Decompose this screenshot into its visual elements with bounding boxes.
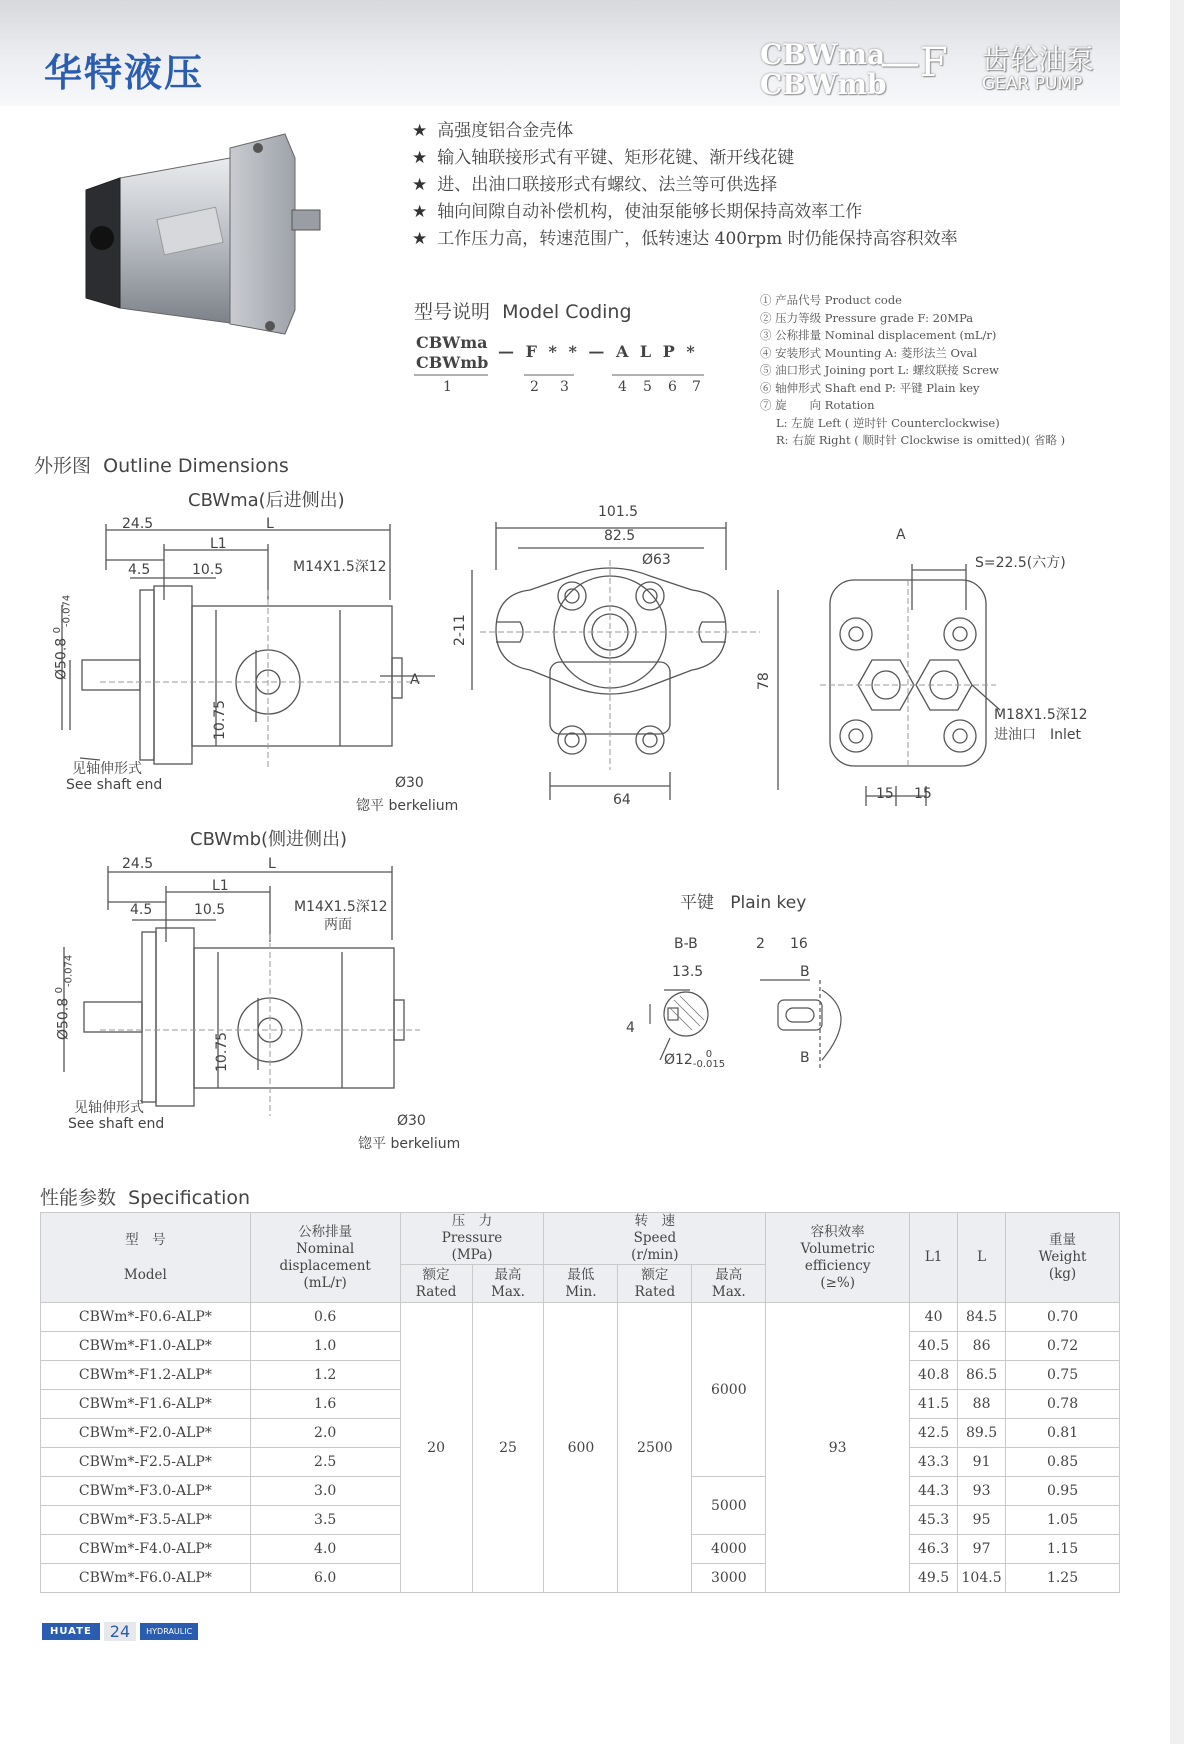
side-inlet: 进油口 Inlet	[994, 727, 1081, 743]
cell-weight: 1.25	[1006, 1564, 1120, 1593]
v2-dia-50-8: Ø50.8 $^0_{-0.074}$	[54, 954, 75, 1040]
v1-thread: M14X1.5深12	[293, 559, 387, 575]
side-dim-15a: 15	[876, 786, 894, 802]
footer-tag: HYDRAULIC	[140, 1623, 198, 1640]
cell-p-max: 25	[472, 1303, 544, 1593]
v2-shaft-note-cn: 见轴伸形式	[74, 1100, 144, 1116]
th-s-max: 最高 Max.	[692, 1265, 766, 1303]
cell-l1: 40.8	[910, 1361, 958, 1390]
header-title-en: GEAR PUMP	[982, 74, 1083, 94]
cell-l: 97	[958, 1535, 1006, 1564]
cell-disp: 1.2	[250, 1361, 400, 1390]
front-dim-82-5: 82.5	[604, 528, 636, 544]
cell-s-max-5000: 5000	[692, 1477, 766, 1535]
cell-weight: 0.95	[1006, 1477, 1120, 1506]
feature-5: ★ 工作压力高，转速范围广，低转速达 400rpm 时仍能保持高容积效率	[412, 229, 958, 249]
key-label-B1: B	[800, 964, 810, 980]
th-p-max: 最高 Max.	[472, 1265, 544, 1303]
cell-s-max-3000: 3000	[692, 1564, 766, 1593]
cell-s-max-4000: 4000	[692, 1535, 766, 1564]
cell-disp: 6.0	[250, 1564, 400, 1593]
star-icon: ★	[412, 121, 428, 141]
v1-dia-30: Ø30	[395, 775, 424, 791]
front-dim-2-11: 2-11	[452, 614, 468, 646]
cell-l1: 45.3	[910, 1506, 958, 1535]
code-marker-7: 7	[692, 379, 701, 395]
header-model-suffix: —F	[880, 40, 948, 86]
cell-model: CBWm*-F1.6-ALP*	[41, 1390, 251, 1419]
side-dim-S: S=22.5(六方)	[975, 555, 1066, 571]
v1-dim-10-75: 10.75	[212, 699, 228, 740]
v1-dim-L: L	[266, 516, 274, 532]
key-dim-4: 4	[626, 1020, 635, 1036]
code-marker-5: 5	[643, 379, 652, 395]
code-marker-6: 6	[668, 379, 677, 395]
model-line-2: CBWmb	[760, 68, 887, 101]
v1-arrow-A: A	[410, 672, 420, 688]
v1-dim-24-5: 24.5	[122, 516, 154, 532]
v2-dia-30: Ø30	[397, 1113, 426, 1129]
spec-table	[40, 1212, 1120, 1593]
cell-l1: 46.3	[910, 1535, 958, 1564]
model-line-1: CBWma	[760, 38, 886, 71]
cell-model: CBWm*-F3.0-ALP*	[41, 1477, 251, 1506]
code-marker-4: 4	[618, 379, 627, 395]
v1-dim-4-5: 4.5	[128, 562, 151, 578]
table-row	[41, 1303, 1120, 1332]
th-displacement: 公称排量 Nominal displacement (mL/r)	[250, 1213, 400, 1303]
cell-model: CBWm*-F2.5-ALP*	[41, 1448, 251, 1477]
v2-thread: M14X1.5深12	[294, 899, 388, 915]
cell-weight: 0.85	[1006, 1448, 1120, 1477]
cell-l: 88	[958, 1390, 1006, 1419]
v2-dim-24-5: 24.5	[122, 856, 154, 872]
th-weight: 重量 Weight (kg)	[1006, 1213, 1120, 1303]
v1-dim-L1: L1	[210, 536, 227, 552]
cell-l: 86	[958, 1332, 1006, 1361]
plain-key-title: 平键 Plain key	[680, 893, 807, 913]
cell-disp: 3.5	[250, 1506, 400, 1535]
th-speed: 转 速 Speed (r/min)	[544, 1213, 766, 1265]
cell-l1: 43.3	[910, 1448, 958, 1477]
header-model	[760, 40, 887, 100]
feature-3: ★ 进、出油口联接形式有螺纹、法兰等可供选择	[412, 175, 778, 195]
cell-model: CBWm*-F0.6-ALP*	[41, 1303, 251, 1332]
th-l: L	[958, 1213, 1006, 1303]
key-dim-16: 16	[790, 936, 808, 952]
feature-4: ★ 轴向间隙自动补偿机构，使油泵能够长期保持高效率工作	[412, 202, 863, 222]
cell-model: CBWm*-F6.0-ALP*	[41, 1564, 251, 1593]
cell-disp: 1.0	[250, 1332, 400, 1361]
front-dim-101-5: 101.5	[598, 504, 639, 520]
spec-table-wrap	[40, 1212, 1120, 1593]
cell-l: 93	[958, 1477, 1006, 1506]
th-p-rated: 额定 Rated	[400, 1265, 472, 1303]
header-title-cn: 齿轮油泵	[982, 43, 1095, 76]
cell-l: 95	[958, 1506, 1006, 1535]
th-volumetric: 容积效率 Volumetric efficiency (≥%)	[766, 1213, 910, 1303]
key-label-B2: B	[800, 1050, 810, 1066]
cell-l: 84.5	[958, 1303, 1006, 1332]
code-marker-1: 1	[443, 379, 452, 395]
cell-disp: 4.0	[250, 1535, 400, 1564]
v2-dim-L1: L1	[212, 878, 229, 894]
cell-l: 89.5	[958, 1419, 1006, 1448]
feature-2: ★ 输入轴联接形式有平键、矩形花键、渐开线花键	[412, 148, 795, 168]
v2-dim-10-5: 10.5	[194, 902, 226, 918]
code-rest: — F * * — A L P *	[498, 342, 698, 361]
v1-dim-10-5: 10.5	[192, 562, 224, 578]
star-icon: ★	[412, 148, 428, 168]
cell-weight: 0.70	[1006, 1303, 1120, 1332]
cell-model: CBWm*-F3.5-ALP*	[41, 1506, 251, 1535]
cell-l1: 40.5	[910, 1332, 958, 1361]
page-footer	[42, 1622, 198, 1641]
v1-berkelium: 锪平 berkelium	[356, 798, 459, 814]
th-s-rated: 额定 Rated	[618, 1265, 692, 1303]
front-dia-63: Ø63	[642, 552, 671, 568]
outline-title: 外形图 Outline Dimensions	[34, 455, 289, 477]
v2-dim-4-5: 4.5	[130, 902, 153, 918]
cell-l: 91	[958, 1448, 1006, 1477]
page-edge-shadow	[1170, 0, 1184, 1744]
v2-berkelium: 锪平 berkelium	[358, 1136, 461, 1152]
cell-weight: 0.72	[1006, 1332, 1120, 1361]
cell-l1: 44.3	[910, 1477, 958, 1506]
star-icon: ★	[412, 175, 428, 195]
code-marker-2: 2	[530, 379, 539, 395]
cell-l1: 40	[910, 1303, 958, 1332]
th-l1: L1	[910, 1213, 958, 1303]
key-dim-13-5: 13.5	[672, 964, 704, 980]
th-s-min: 最低 Min.	[544, 1265, 618, 1303]
star-icon: ★	[412, 229, 428, 249]
code-prefix: CBWma CBWmb	[416, 333, 489, 372]
v1-shaft-note-cn: 见轴伸形式	[72, 761, 142, 777]
cell-l1: 42.5	[910, 1419, 958, 1448]
cell-disp: 2.5	[250, 1448, 400, 1477]
th-pressure: 压 力 Pressure (MPa)	[400, 1213, 544, 1265]
front-view-drawing	[460, 510, 790, 820]
front-dim-64: 64	[613, 792, 631, 808]
page-number: 24	[104, 1622, 136, 1641]
view2-title: CBWmb(侧进侧出)	[190, 829, 348, 850]
cell-vol-eff: 93	[766, 1303, 910, 1593]
cell-s-min: 600	[544, 1303, 618, 1593]
cell-model: CBWm*-F4.0-ALP*	[41, 1535, 251, 1564]
cell-s-rated: 2500	[618, 1303, 692, 1593]
key-dim-2: 2	[756, 936, 765, 952]
cell-model: CBWm*-F1.2-ALP*	[41, 1361, 251, 1390]
view1-title: CBWma(后进侧出)	[188, 490, 345, 511]
v2-dim-10-75: 10.75	[214, 1031, 230, 1072]
key-section-label: B-B	[674, 936, 698, 952]
v1-dia-50-8: Ø50.8 $^0_{-0.074}$	[52, 594, 73, 680]
cell-weight: 1.15	[1006, 1535, 1120, 1564]
cell-weight: 1.05	[1006, 1506, 1120, 1535]
th-model: 型 号 Model	[41, 1213, 251, 1303]
cell-weight: 0.78	[1006, 1390, 1120, 1419]
side-label-A: A	[896, 527, 906, 543]
cell-l: 86.5	[958, 1361, 1006, 1390]
cell-weight: 0.75	[1006, 1361, 1120, 1390]
footer-brand: HUATE	[42, 1623, 100, 1640]
front-dim-78: 78	[756, 672, 772, 690]
cell-l1: 41.5	[910, 1390, 958, 1419]
cell-p-rated: 20	[400, 1303, 472, 1593]
v1-shaft-note-en: See shaft end	[66, 777, 163, 793]
code-legend: ① 产品代号 Product code ② 压力等级 Pressure grade F: 20MPa ③ 公称排量 Nominal displacement (mL/r) ④ 安装形式 Mounting A: 菱形法兰 Oval ⑤ 油口形式 Joining port L: 螺纹联接 Screw ⑥ 轴伸形式 Shaft end P: 平键 Plain key ⑦ 旋 向 Rotation L: 左旋 Left ( 逆时针 Counterclockwise) R: 右旋 Right ( 顺时针 Clockwise is omitted)( 省略 )	[760, 293, 1066, 447]
side-view-drawing	[820, 540, 1050, 820]
cell-disp: 0.6	[250, 1303, 400, 1332]
cell-l1: 49.5	[910, 1564, 958, 1593]
cell-weight: 0.81	[1006, 1419, 1120, 1448]
code-marker-3: 3	[560, 379, 569, 395]
side-thread: M18X1.5深12	[994, 707, 1088, 723]
cell-model: CBWm*-F1.0-ALP*	[41, 1332, 251, 1361]
pump-photo	[80, 128, 350, 348]
side-dim-15b: 15	[914, 786, 932, 802]
cell-l: 104.5	[958, 1564, 1006, 1593]
v2-thread-both: 两面	[324, 917, 352, 933]
spec-title: 性能参数 Specification	[40, 1187, 251, 1209]
v2-dim-L: L	[268, 856, 276, 872]
cell-disp: 3.0	[250, 1477, 400, 1506]
brand-logo-text: 华特液压	[44, 51, 205, 95]
key-dia-12: Ø12 0 -0.015	[664, 1049, 726, 1070]
star-icon: ★	[412, 202, 428, 222]
cell-disp: 2.0	[250, 1419, 400, 1448]
v2-shaft-note-en: See shaft end	[68, 1116, 165, 1132]
model-coding-title: 型号说明 Model Coding	[414, 301, 632, 323]
cell-model: CBWm*-F2.0-ALP*	[41, 1419, 251, 1448]
feature-1: ★ 高强度铝合金壳体	[412, 121, 574, 141]
cell-disp: 1.6	[250, 1390, 400, 1419]
cell-s-max-6000: 6000	[692, 1303, 766, 1477]
